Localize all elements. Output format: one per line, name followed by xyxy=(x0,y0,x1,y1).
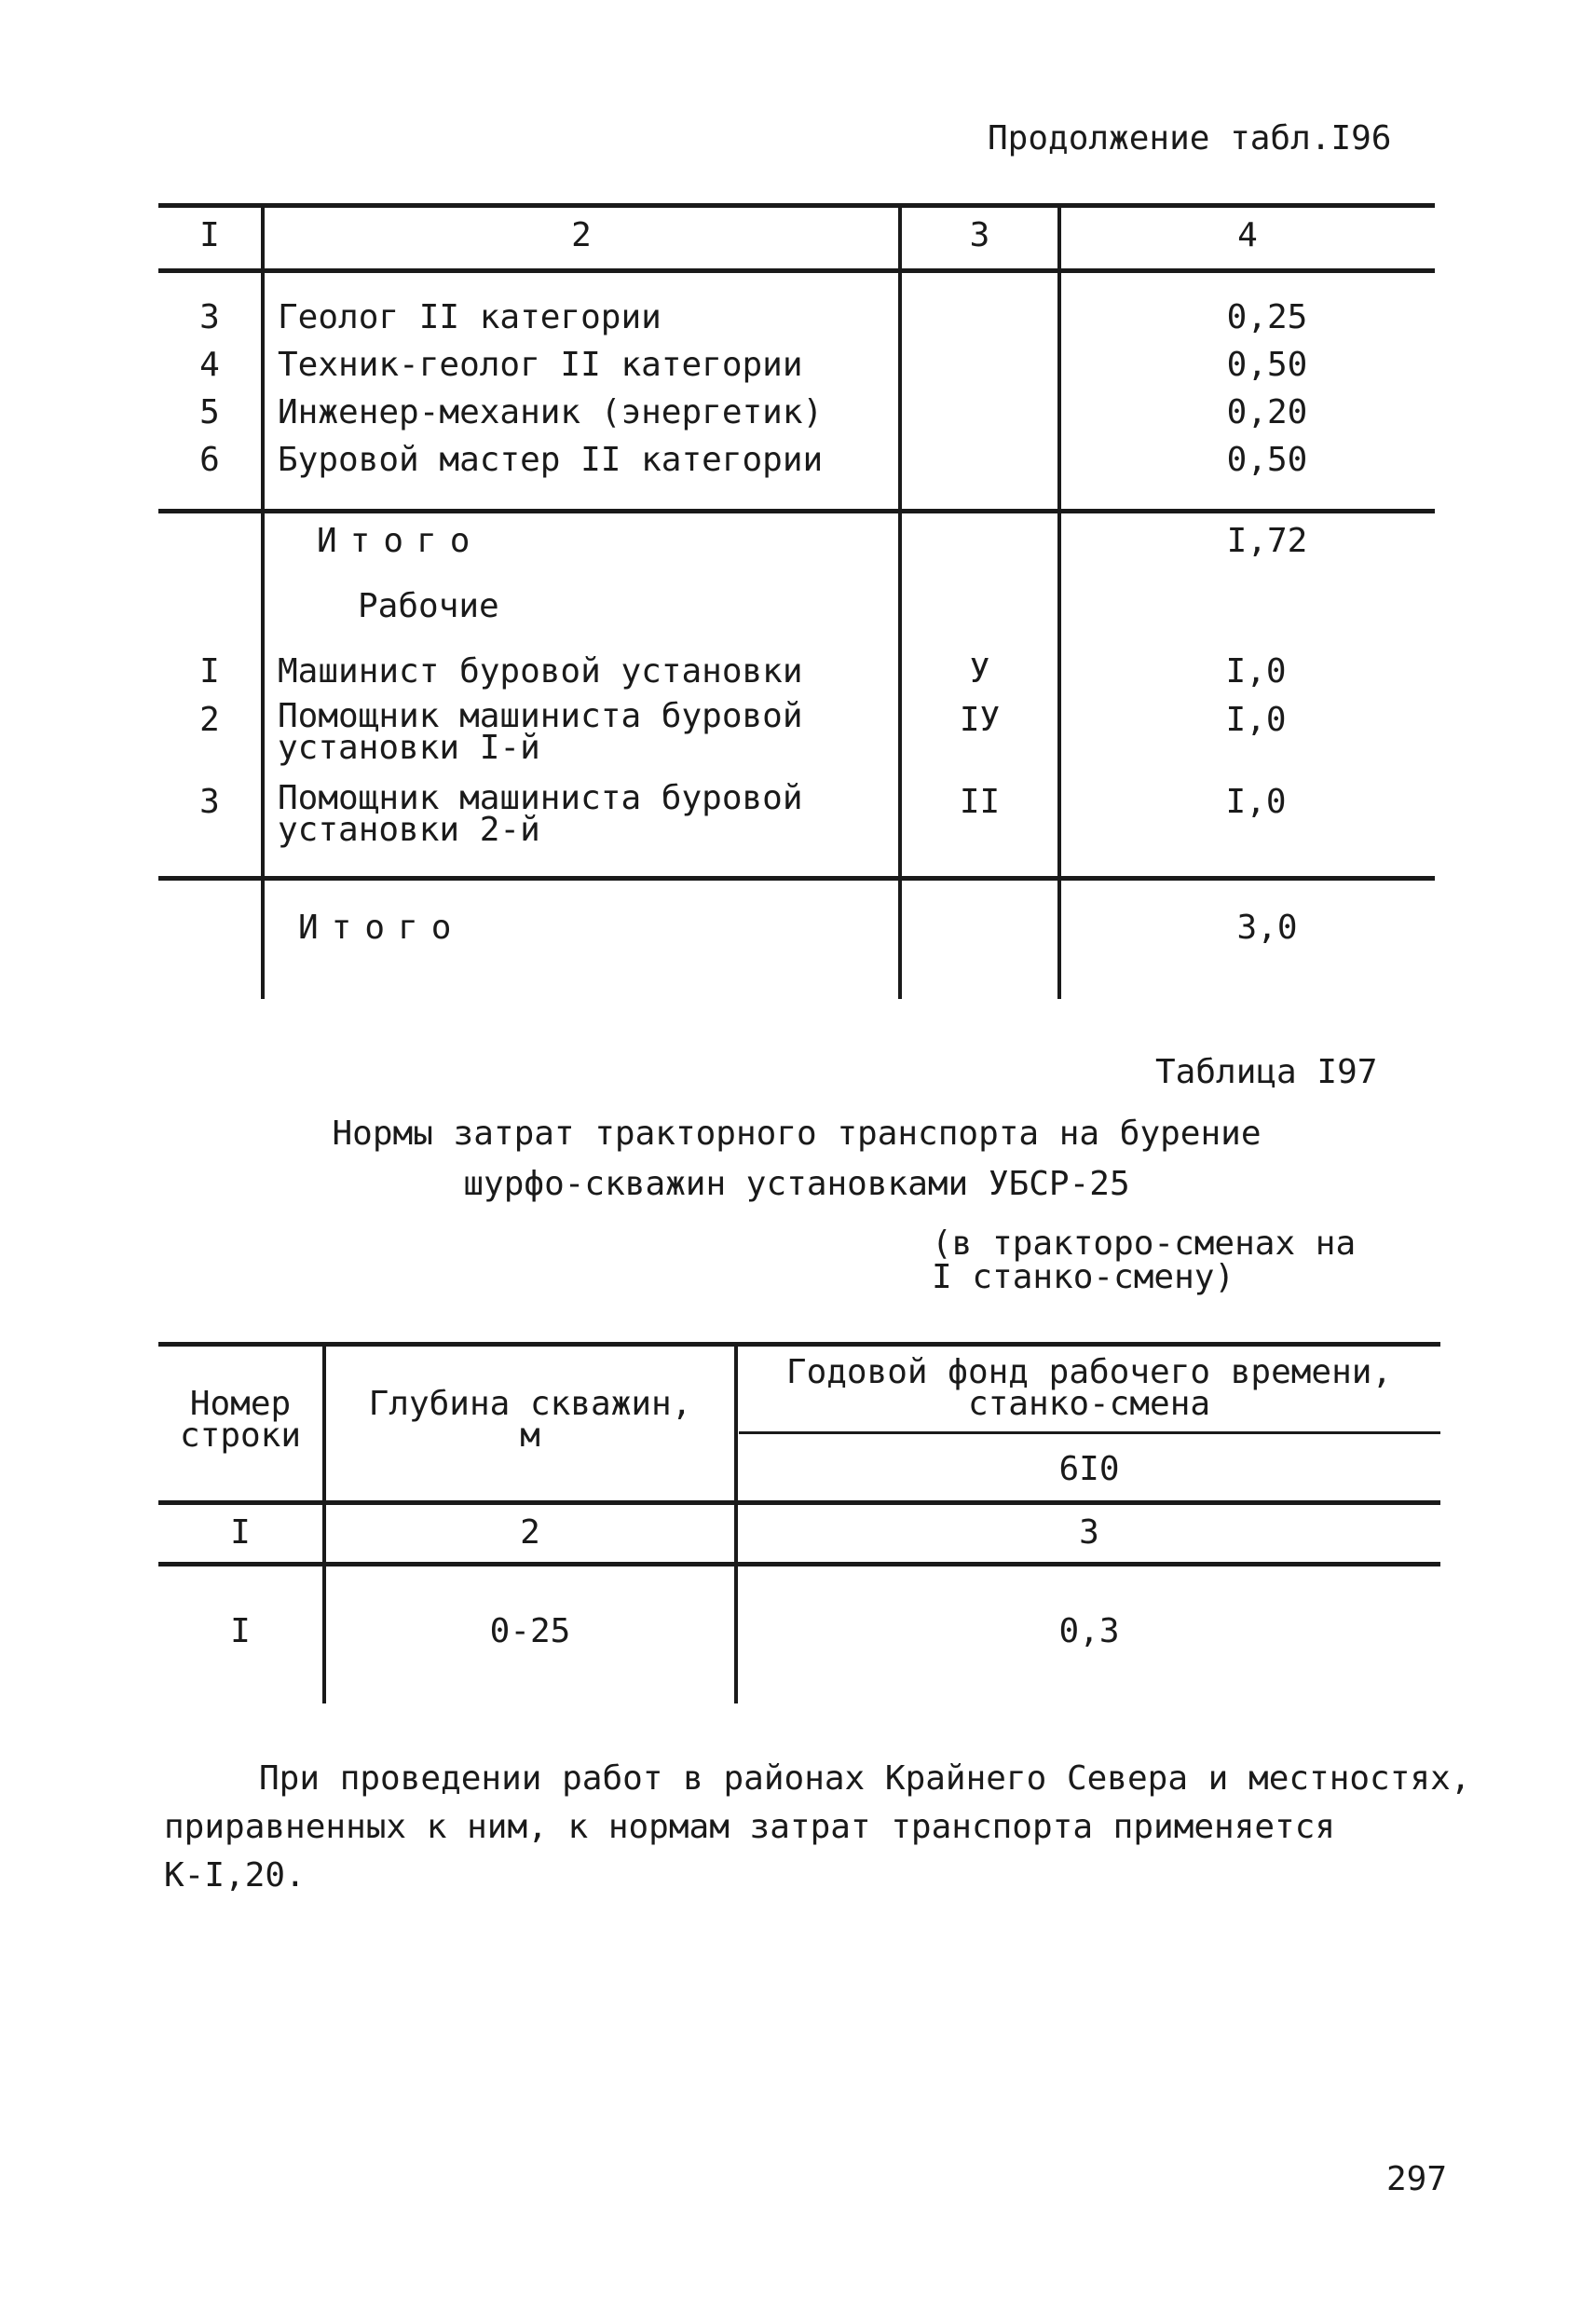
row-value: 0,20 xyxy=(1226,393,1308,431)
row-grade: IУ xyxy=(959,701,1001,739)
row-value: I,0 xyxy=(1225,783,1287,821)
position-name: Буровой мастер II категории xyxy=(278,441,824,479)
row-value: I,0 xyxy=(1225,652,1287,691)
table-196-block-rule xyxy=(158,509,1435,513)
row-grade: У xyxy=(969,652,990,691)
table-196-header-1: I xyxy=(199,216,220,254)
row-number: I xyxy=(230,1612,251,1650)
page-number: 297 xyxy=(1386,2160,1448,2198)
position-name: Инженер-механик (энергетик) xyxy=(278,393,824,431)
row-number: 3 xyxy=(199,783,220,821)
total-label: Итого xyxy=(298,909,465,947)
table-196-block2-rule xyxy=(158,876,1435,881)
header-row-number-line2: строки xyxy=(179,1416,302,1455)
header-depth-line1: Глубина скважин, xyxy=(368,1385,692,1423)
table-196-col-rule-1 xyxy=(261,205,265,999)
note-line-1: При проведении работ в районах Крайнего Севера и местностях, xyxy=(259,1759,1471,1798)
row-value: 0,25 xyxy=(1226,298,1308,336)
table-196-col-rule-2 xyxy=(898,205,902,999)
table-196-header-2: 2 xyxy=(571,216,592,254)
note-line-3: К-I,20. xyxy=(164,1856,306,1895)
table-197-top-rule xyxy=(158,1342,1440,1347)
table-196-col-rule-3 xyxy=(1057,205,1061,999)
header-fund-line1: Годовой фонд рабочего времени, xyxy=(785,1353,1393,1391)
row-value: 0,50 xyxy=(1226,346,1308,384)
table-197-unit-line1: (в тракторо-сменах на xyxy=(932,1224,1357,1263)
col-number-1: I xyxy=(230,1513,251,1552)
table-196-header-4: 4 xyxy=(1237,216,1258,254)
row-number: 3 xyxy=(199,298,220,336)
header-row-number-line1: Номер xyxy=(189,1385,292,1423)
continuation-label: Продолжение табл.I96 xyxy=(988,119,1392,157)
col-number-2: 2 xyxy=(520,1513,540,1552)
total-label: Итого xyxy=(317,522,484,560)
position-name-cont: установки I-й xyxy=(278,729,540,767)
row-value: 0,50 xyxy=(1226,441,1308,479)
table-196-top-rule xyxy=(158,203,1435,208)
row-value: I,0 xyxy=(1225,701,1287,739)
row-number: 6 xyxy=(199,441,220,479)
table-197-subheader-rule xyxy=(739,1431,1440,1434)
header-depth-line2: м xyxy=(520,1416,540,1455)
position-name: Помощник машиниста буровой xyxy=(278,697,803,735)
table-197-label: Таблица I97 xyxy=(1155,1053,1378,1091)
position-name: Помощник машиниста буровой xyxy=(278,779,803,817)
total-value: I,72 xyxy=(1226,522,1308,560)
row-number: 5 xyxy=(199,393,220,431)
header-fund-line2: станко-смена xyxy=(967,1385,1211,1423)
row-depth: 0-25 xyxy=(489,1612,571,1650)
position-name: Техник-геолог II категории xyxy=(278,346,803,384)
note-line-2: приравненных к ним, к нормам затрат транспорта применяется xyxy=(164,1808,1336,1846)
table-196-header-3: 3 xyxy=(969,216,990,254)
table-197-unit-line2: I станко-смену) xyxy=(932,1258,1235,1296)
row-number: I xyxy=(199,652,220,691)
col-number-3: 3 xyxy=(1079,1513,1099,1552)
row-grade: II xyxy=(959,783,1001,821)
row-value: 0,3 xyxy=(1058,1612,1120,1650)
table-197-colnum-rule xyxy=(158,1562,1440,1566)
position-name-cont: установки 2-й xyxy=(278,811,540,849)
table-197-title-line1: Нормы затрат тракторного транспорта на бурение xyxy=(332,1115,1262,1153)
workers-heading: Рабочие xyxy=(358,587,499,625)
position-name: Геолог II категории xyxy=(278,298,662,336)
header-fund-value: 6I0 xyxy=(1058,1450,1120,1488)
table-197-header-rule xyxy=(158,1500,1440,1505)
total-value: 3,0 xyxy=(1236,909,1298,947)
table-197-title-line2: шурфо-скважин установками УБСР-25 xyxy=(463,1165,1130,1203)
row-number: 4 xyxy=(199,346,220,384)
row-number: 2 xyxy=(199,701,220,739)
position-name: Машинист буровой установки xyxy=(278,652,803,691)
table-196-header-rule xyxy=(158,268,1435,273)
